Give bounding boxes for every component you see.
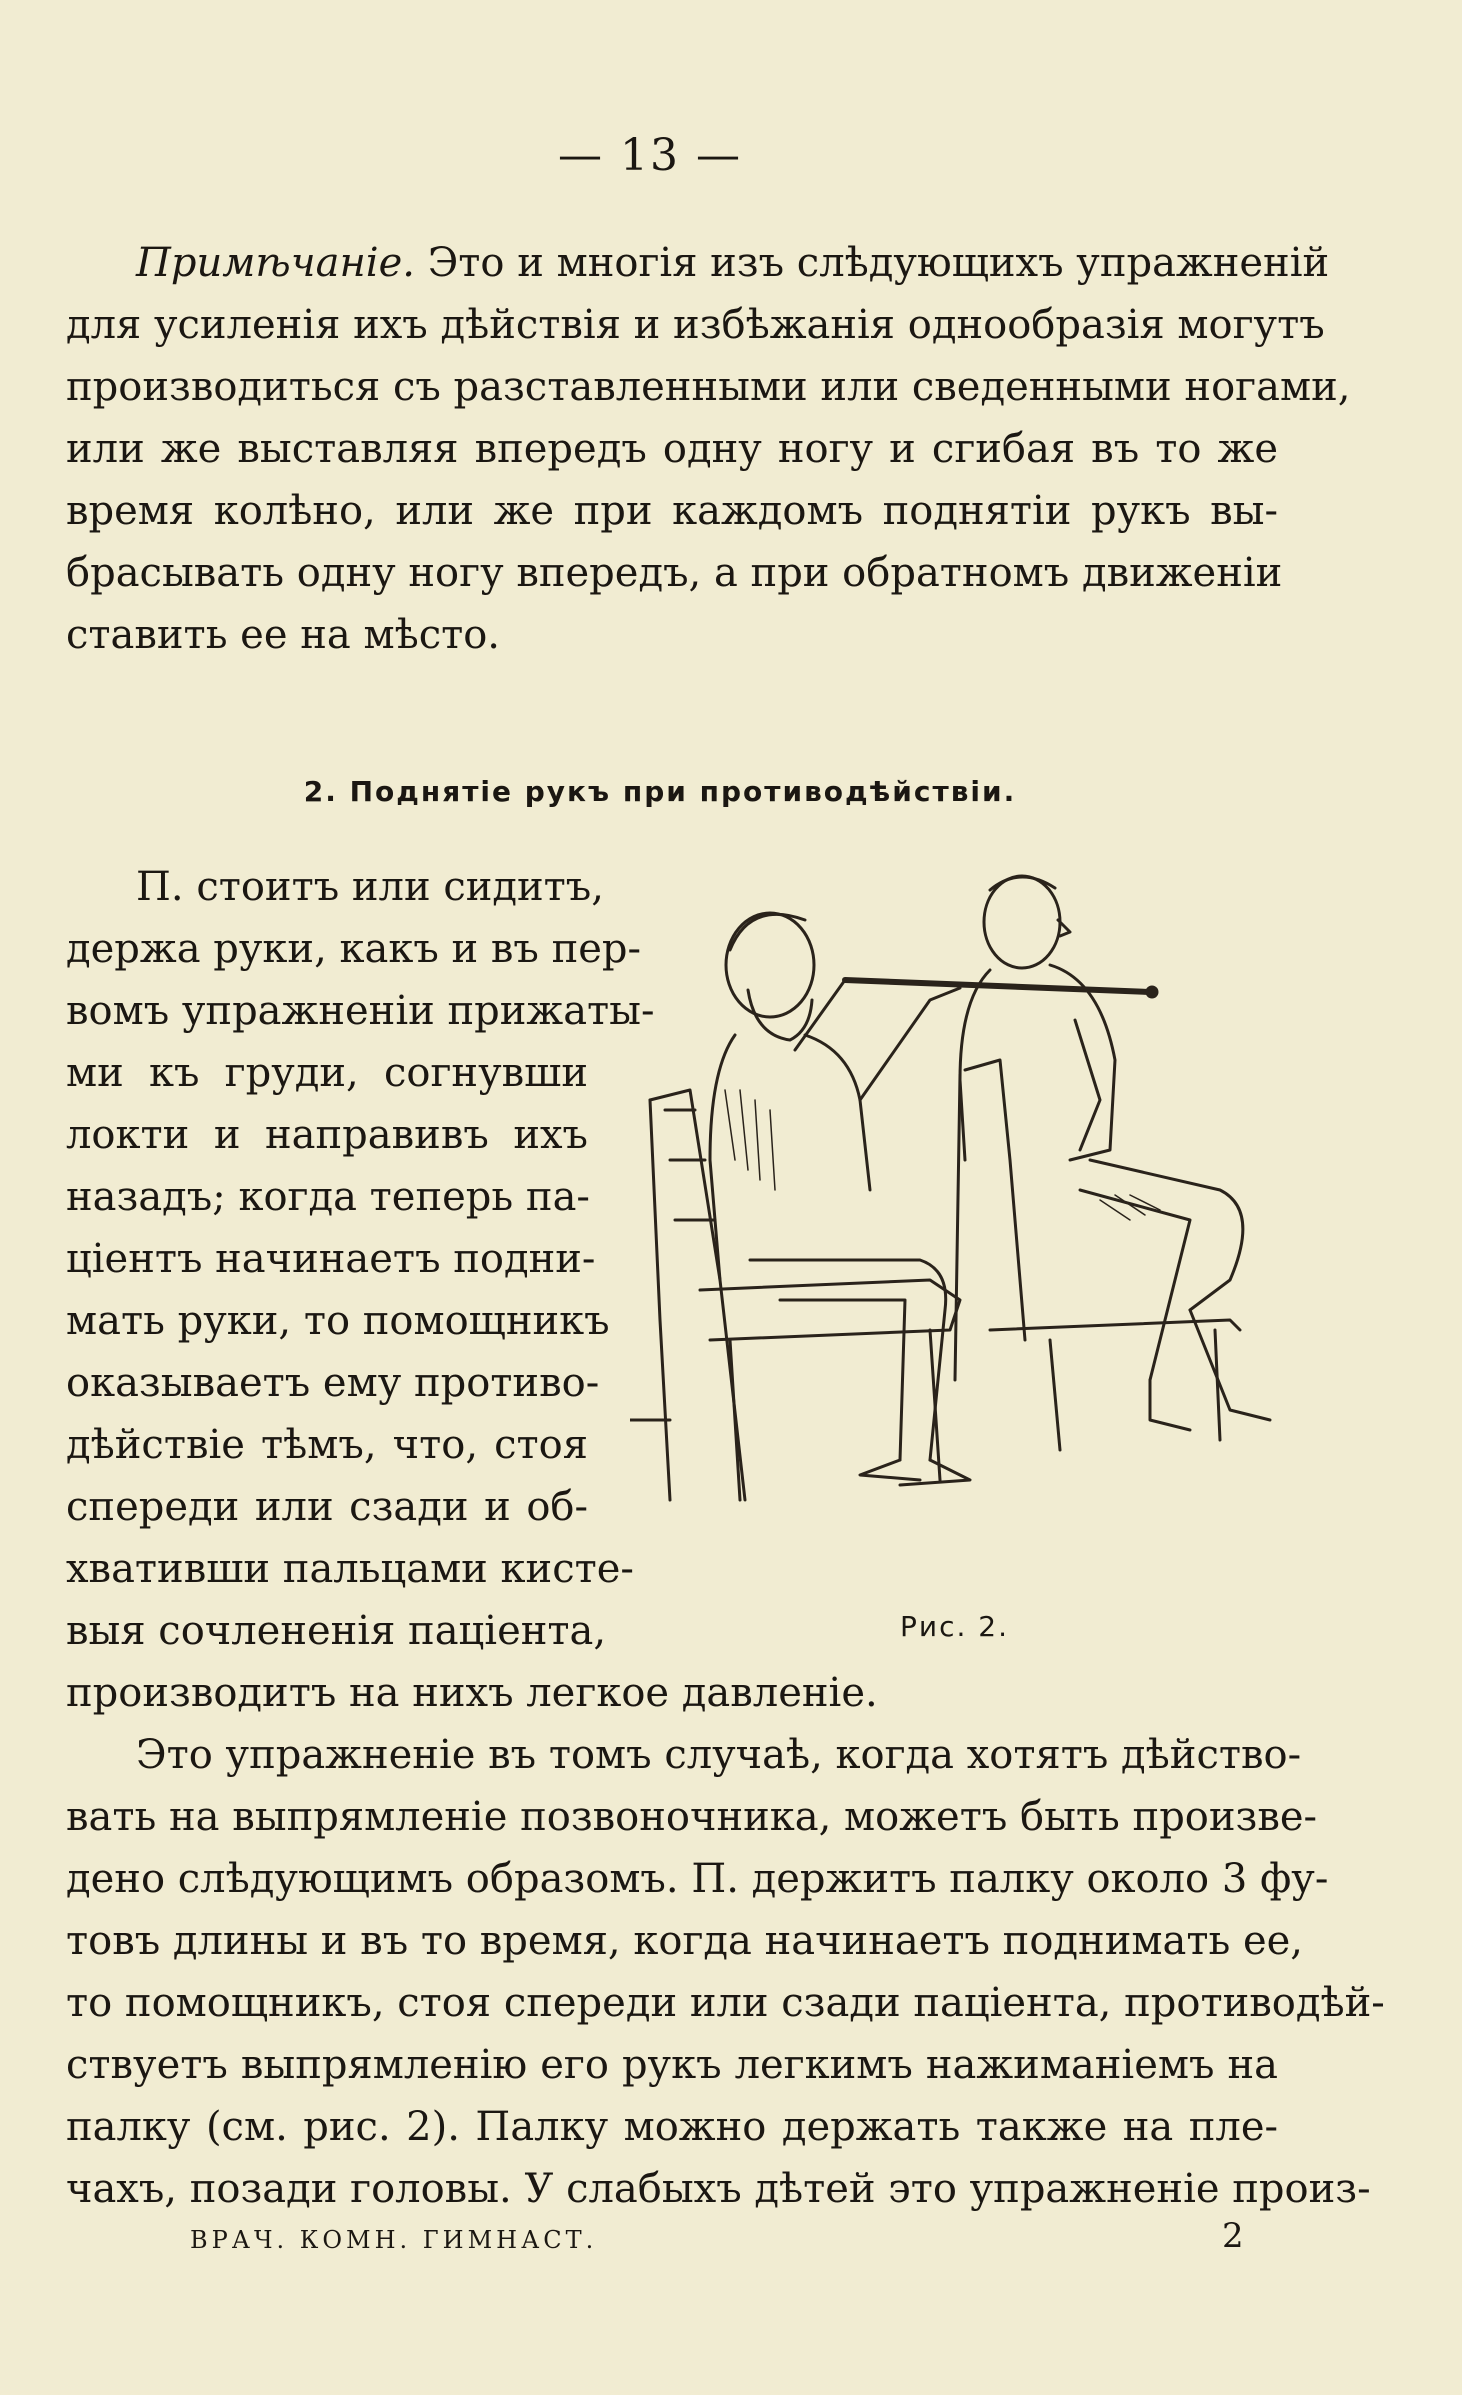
narrow-line: мать руки, то помощникъ [66, 1298, 610, 1344]
note-label: Примѣчаніе. [136, 240, 415, 286]
note-line: или же выставляя впередъ одну ногу и сгибая въ то же [66, 426, 1278, 472]
narrow-line: П. стоитъ или сидитъ, [136, 864, 604, 910]
narrow-line: выя сочлененія паціента, [66, 1608, 607, 1654]
narrow-line: вомъ упражненіи прижаты- [66, 988, 655, 1034]
section-heading: 2. Поднятіе рукъ при противодѣйствіи. [303, 775, 1017, 808]
page-number: — 13 — [558, 130, 742, 181]
note-line: брасывать одну ногу впередъ, а при обратномъ движеніи [66, 550, 1283, 596]
exercise-illustration [630, 860, 1280, 1540]
figure-caption: Рис. 2. [900, 1610, 1009, 1643]
body-line: чахъ, позади головы. У слабыхъ дѣтей это упражненіе произ- [66, 2166, 1371, 2212]
narrow-line: держа руки, какъ и въ пер- [66, 926, 642, 972]
narrow-line: хвативши пальцами кисте- [66, 1546, 634, 1592]
note-line: ставить ее на мѣсто. [66, 612, 501, 658]
footer-signature: ВРАЧ. КОМН. ГИМНАСТ. [190, 2226, 598, 2254]
body-line: вать на выпрямленіе позвоночника, можетъ быть произве- [66, 1794, 1318, 1840]
body-line: Это упражненіе въ томъ случаѣ, когда хотятъ дѣйство- [136, 1732, 1302, 1778]
narrow-line: ми къ груди, согнувши [66, 1050, 588, 1096]
body-line: производитъ на нихъ легкое давленіе. [66, 1670, 878, 1716]
footer-sheet-number: 2 [1222, 2216, 1244, 2256]
body-line: палку (см. рис. 2). Палку можно держать также на пле- [66, 2104, 1278, 2150]
narrow-line: локти и направивъ ихъ [66, 1112, 588, 1158]
narrow-line: оказываетъ ему противо- [66, 1360, 600, 1406]
body-line: товъ длины и въ то время, когда начинаетъ поднимать ее, [66, 1918, 1304, 1964]
narrow-line: назадъ; когда теперь па- [66, 1174, 590, 1220]
note-line: производиться съ разставленными или сведенными ногами, [66, 364, 1351, 410]
note-line: время колѣно, или же при каждомъ поднятіи рукъ вы- [66, 488, 1278, 534]
narrow-line: спереди или сзади и об- [66, 1484, 588, 1530]
note-first-line-text: Это и многія изъ слѣдующихъ упражненій [427, 240, 1330, 286]
body-line: дено слѣдующимъ образомъ. П. держитъ палку около 3 фу- [66, 1856, 1329, 1902]
body-line: то помощникъ, стоя спереди или сзади паціента, противодѣй- [66, 1980, 1385, 2026]
narrow-line: ціентъ начинаетъ подни- [66, 1236, 596, 1282]
note-first-line [136, 232, 1330, 294]
note-line: для усиленія ихъ дѣйствія и избѣжанія однообразія могутъ [66, 302, 1325, 348]
narrow-line: дѣйствіе тѣмъ, что, стоя [66, 1422, 588, 1468]
body-line: ствуетъ выпрямленію его рукъ легкимъ нажиманіемъ на [66, 2042, 1278, 2088]
